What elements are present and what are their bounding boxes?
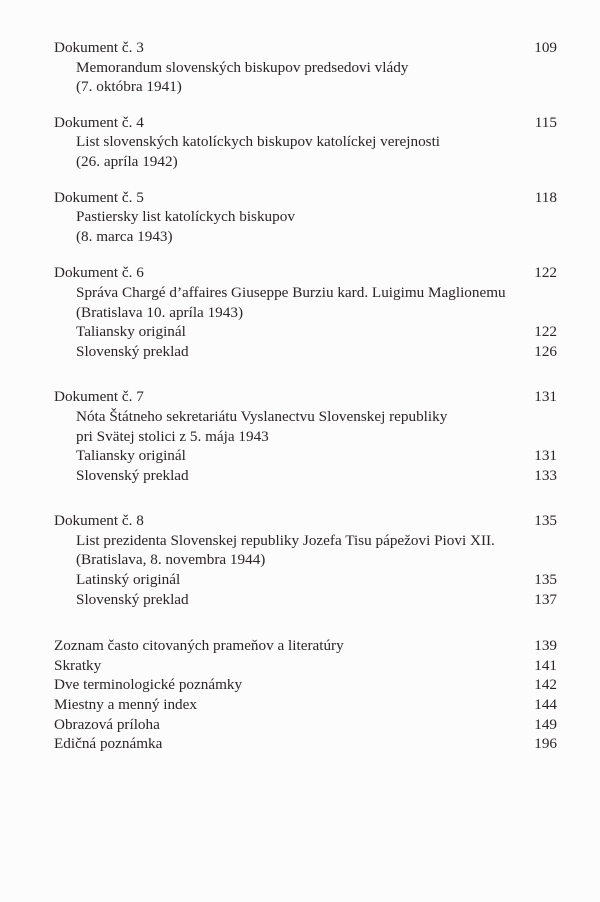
toc-back-matter-row bbox=[54, 675, 557, 695]
toc-entry-dokument-6 bbox=[54, 263, 557, 361]
toc-version-label: Latinský originál bbox=[76, 571, 181, 589]
toc-description-line bbox=[54, 152, 557, 172]
toc-entry-dokument-5 bbox=[54, 188, 557, 247]
toc-description-line bbox=[54, 283, 557, 303]
page-number: 139 bbox=[534, 637, 557, 655]
toc-version-row bbox=[54, 446, 557, 466]
toc-version-row bbox=[54, 322, 557, 342]
toc-version-row bbox=[54, 342, 557, 362]
page-number: 131 bbox=[534, 447, 557, 465]
page-number: 131 bbox=[534, 388, 557, 406]
toc-heading-row bbox=[54, 188, 557, 208]
toc-description-line bbox=[54, 303, 557, 323]
toc-heading: Dokument č. 7 bbox=[54, 388, 144, 406]
page-number: 126 bbox=[534, 342, 557, 360]
toc-heading: Dokument č. 3 bbox=[54, 39, 144, 56]
page-number: 109 bbox=[534, 39, 557, 56]
toc-heading-row bbox=[54, 38, 557, 58]
toc-heading-row bbox=[54, 511, 557, 531]
toc-back-matter-row bbox=[54, 695, 557, 715]
toc-version-row bbox=[54, 466, 557, 486]
toc-description: Správa Chargé d’affaires Giuseppe Burziu kard. Luigimu Maglionemu bbox=[76, 283, 506, 301]
toc-description-line bbox=[54, 77, 557, 97]
toc-version-row bbox=[54, 570, 557, 590]
toc-date: (Bratislava, 8. novembra 1944) bbox=[76, 551, 266, 569]
toc-heading-row bbox=[54, 263, 557, 283]
toc-back-matter-row bbox=[54, 715, 557, 735]
toc-description-line bbox=[54, 207, 557, 227]
toc-description: Nóta Štátneho sekretariátu Vyslanectvu Slovenskej republiky bbox=[76, 407, 448, 425]
toc-version-label: Slovenský preklad bbox=[76, 342, 189, 360]
table-of-contents bbox=[54, 38, 557, 754]
toc-version-label: Slovenský preklad bbox=[76, 466, 189, 484]
toc-heading: Dokument č. 4 bbox=[54, 113, 144, 131]
toc-heading-row bbox=[54, 387, 557, 407]
page-number: 142 bbox=[534, 676, 557, 694]
toc-description-line bbox=[54, 227, 557, 247]
toc-date: (Bratislava 10. apríla 1943) bbox=[76, 303, 244, 321]
toc-back-matter-row bbox=[54, 734, 557, 754]
page-number: 137 bbox=[534, 590, 557, 608]
toc-back-matter-label: Dve terminologické poznámky bbox=[54, 676, 243, 694]
toc-version-row bbox=[54, 590, 557, 610]
toc-description-line bbox=[54, 550, 557, 570]
toc-description: List slovenských katolíckych biskupov katolíckej verejnosti bbox=[76, 133, 441, 151]
toc-entry-dokument-7 bbox=[54, 387, 557, 485]
toc-heading-row bbox=[54, 113, 557, 133]
toc-description: Memorandum slovenských biskupov predsedovi vlády bbox=[76, 58, 409, 76]
toc-version-label: Taliansky originál bbox=[76, 323, 186, 341]
toc-date: (8. marca 1943) bbox=[76, 227, 173, 245]
toc-description-line bbox=[54, 407, 557, 427]
toc-back-matter bbox=[54, 636, 557, 754]
page-number: 118 bbox=[534, 188, 557, 206]
toc-back-matter-label: Edičná poznámka bbox=[54, 735, 163, 753]
toc-heading: Dokument č. 6 bbox=[54, 264, 144, 282]
toc-entry-dokument-4 bbox=[54, 113, 557, 172]
page-number: 122 bbox=[534, 323, 557, 341]
toc-heading: Dokument č. 5 bbox=[54, 188, 144, 206]
toc-description-line bbox=[54, 58, 557, 78]
toc-entry-dokument-3 bbox=[54, 38, 557, 97]
page-number: 141 bbox=[534, 656, 557, 674]
toc-description: Pastiersky list katolíckych biskupov bbox=[76, 208, 295, 226]
toc-back-matter-row bbox=[54, 656, 557, 676]
toc-date: (7. októbra 1941) bbox=[76, 78, 182, 96]
page-number: 135 bbox=[534, 512, 557, 530]
page-number: 144 bbox=[534, 696, 557, 714]
toc-heading: Dokument č. 8 bbox=[54, 512, 144, 530]
toc-back-matter-label: Miestny a menný index bbox=[54, 696, 197, 714]
toc-description: List prezidenta Slovenskej republiky Jozefa Tisu pápežovi Piovi XII. bbox=[76, 531, 495, 549]
toc-version-label: Taliansky originál bbox=[76, 447, 186, 465]
page-number: 196 bbox=[534, 735, 557, 753]
toc-back-matter-row bbox=[54, 636, 557, 656]
toc-back-matter-label: Obrazová príloha bbox=[54, 715, 160, 733]
toc-date: pri Svätej stolici z 5. mája 1943 bbox=[76, 427, 269, 445]
toc-version-label: Slovenský preklad bbox=[76, 590, 189, 608]
toc-back-matter-label: Zoznam často citovaných prameňov a literatúry bbox=[54, 637, 344, 655]
page-number: 135 bbox=[534, 571, 557, 589]
toc-date: (26. apríla 1942) bbox=[76, 152, 178, 170]
page-number: 133 bbox=[534, 466, 557, 484]
toc-description-line bbox=[54, 427, 557, 447]
page-number: 149 bbox=[534, 715, 557, 733]
toc-entry-dokument-8 bbox=[54, 511, 557, 609]
toc-description-line bbox=[54, 132, 557, 152]
page-number: 115 bbox=[534, 113, 557, 131]
page-number: 122 bbox=[534, 264, 557, 282]
toc-back-matter-label: Skratky bbox=[54, 656, 102, 674]
toc-description-line bbox=[54, 531, 557, 551]
